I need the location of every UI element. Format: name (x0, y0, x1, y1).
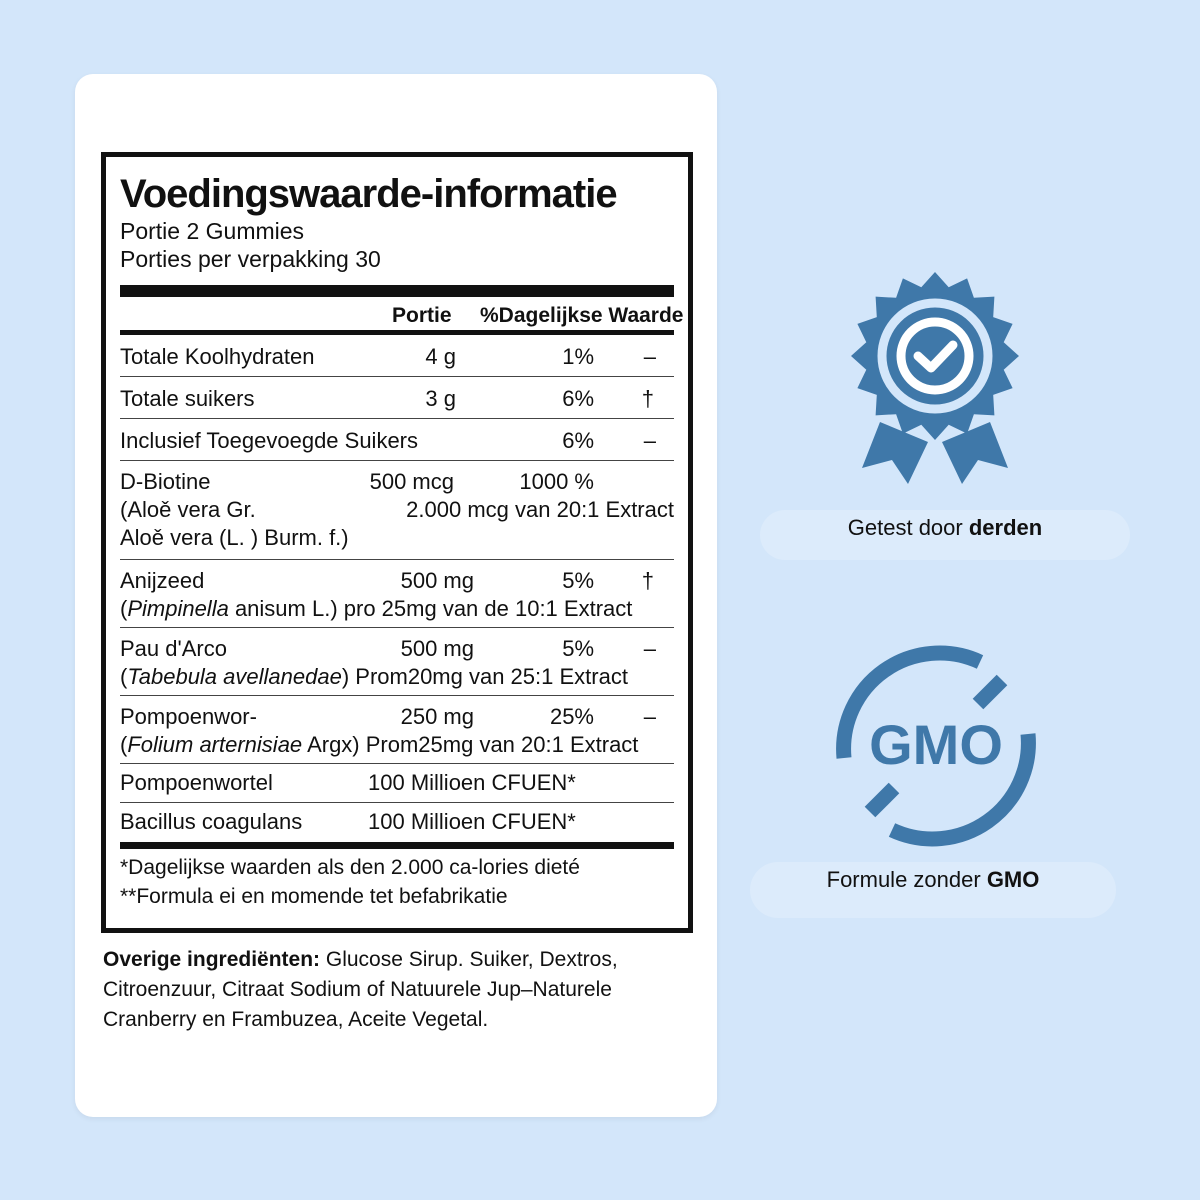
nutrition-label (101, 152, 693, 933)
nutrient-sub: (Aloě vera Gr. (120, 497, 256, 522)
nutrient-sub: (Tabebula avellanedae) Prom20mg van 25:1 Extract (120, 664, 628, 689)
nutrient-row (120, 628, 674, 696)
nutrient-name: Bacillus coagulans (120, 809, 303, 834)
nutrient-dv: 5% (562, 568, 594, 593)
col-portie: Portie (392, 304, 452, 327)
nutrient-row (120, 560, 674, 628)
serving-size: Portie 2 Gummies (120, 218, 305, 244)
footnote-formula: **Formula ei en momende tet befabrikatie (120, 885, 508, 908)
nutrient-amount: 4 g (425, 344, 456, 369)
footnote-daily-values: *Dagelijkse waarden als den 2.000 ca-lories dieté (120, 856, 580, 879)
nutrient-mark: † (641, 386, 654, 411)
nutrient-row (120, 764, 674, 803)
tested-caption (760, 510, 1130, 560)
nutrient-name: D-Biotine (120, 469, 211, 494)
nutrient-name: Pompoenwortel (120, 770, 273, 795)
nutrient-sub: (Pimpinella anisum L.) pro 25mg van de 10:1 Extract (120, 596, 633, 621)
nutrient-mark: – (643, 636, 656, 661)
nutrient-sub-rest: ) Prom20mg van 25:1 Extract (341, 664, 628, 689)
nutrient-amount: 3 g (425, 386, 456, 411)
nutrient-amount: 250 mg (400, 704, 474, 729)
label-title: Voedingswaarde-informatie (120, 172, 617, 216)
thick-divider (120, 285, 674, 297)
nutrient-row (120, 461, 674, 560)
gmo-icon-text: GMO (869, 713, 1003, 776)
gmo-caption-text: Formule zonder (826, 867, 987, 892)
nutrient-row (120, 335, 674, 377)
gmo-caption (750, 862, 1116, 918)
tested-caption-text: Getest door (847, 515, 969, 540)
nutrient-name: Totale suikers (120, 386, 255, 411)
nutrient-sub-rest: anisum L.) pro 25mg van de 10:1 Extract (228, 596, 633, 621)
nutrient-dv: 6% (562, 428, 594, 453)
nutrient-row (120, 696, 674, 764)
nutrient-name: Pau d'Arco (120, 636, 227, 661)
nutrient-dv: 25% (549, 704, 594, 729)
column-header (120, 297, 684, 335)
tested-caption-bold: derden (968, 515, 1043, 540)
no-gmo-icon (830, 640, 1042, 852)
nutrient-extract: 2.000 mcg van 20:1 Extract (406, 497, 674, 522)
nutrient-sub-rest: Argx) Prom25mg van 20:1 Extract (302, 732, 639, 757)
servings-per-container: Porties per verpakking 30 (120, 246, 381, 272)
nutrient-amount: 100 Millioen CFUEN* (368, 770, 576, 795)
nutrient-row (120, 377, 674, 419)
col-daily-value: %Dagelijkse Waarde (480, 304, 684, 327)
latin-name: Folium arternisiae (127, 732, 303, 757)
nutrient-dv: 6% (562, 386, 594, 411)
nutrient-amount: 100 Millioen CFUEN* (368, 809, 576, 834)
other-ingredients (103, 945, 703, 1035)
nutrient-dv: 5% (562, 636, 594, 661)
ingredients-text: Glucose Sirup. Suiker, Dextros, Citroenzuur, Citraat Sodium of Natuurele Jup–Naturele Cranberry en Frambuzea, Aceite Vegetal. (103, 948, 618, 1031)
nutrient-name: Anijzeed (120, 568, 205, 593)
latin-name: Pimpinella (127, 596, 229, 621)
nutrient-mark: – (643, 704, 656, 729)
nutrient-mark: – (643, 428, 656, 453)
nutrient-mark: † (641, 568, 654, 593)
ingredients-heading: Overige ingrediënten: (103, 948, 321, 971)
nutrient-amount: 500 mg (400, 636, 474, 661)
nutrient-name: Inclusief Toegevoegde Suikers (120, 428, 419, 453)
latin-name: Tabebula avellanedae (127, 664, 342, 689)
nutrient-row (120, 803, 674, 842)
nutrient-name: Pompoenwor- (120, 704, 257, 729)
nutrient-amount: 500 mg (400, 568, 474, 593)
nutrient-sub: Aloě vera (L. ) Burm. f.) (120, 525, 349, 550)
nutrient-name: Totale Koolhydraten (120, 344, 315, 369)
rosette-check-icon (840, 272, 1030, 494)
nutrient-dv: 1000 % (519, 469, 594, 494)
gmo-caption-bold: GMO (986, 867, 1040, 892)
nutrient-mark: – (643, 344, 656, 369)
nutrient-row (120, 419, 674, 461)
nutrient-sub: (Folium arternisiae Argx) Prom25mg van 20:1 Extract (120, 732, 639, 757)
footnotes (120, 842, 674, 911)
nutrient-dv: 1% (562, 344, 594, 369)
nutrient-amount: 500 mcg (369, 469, 454, 494)
